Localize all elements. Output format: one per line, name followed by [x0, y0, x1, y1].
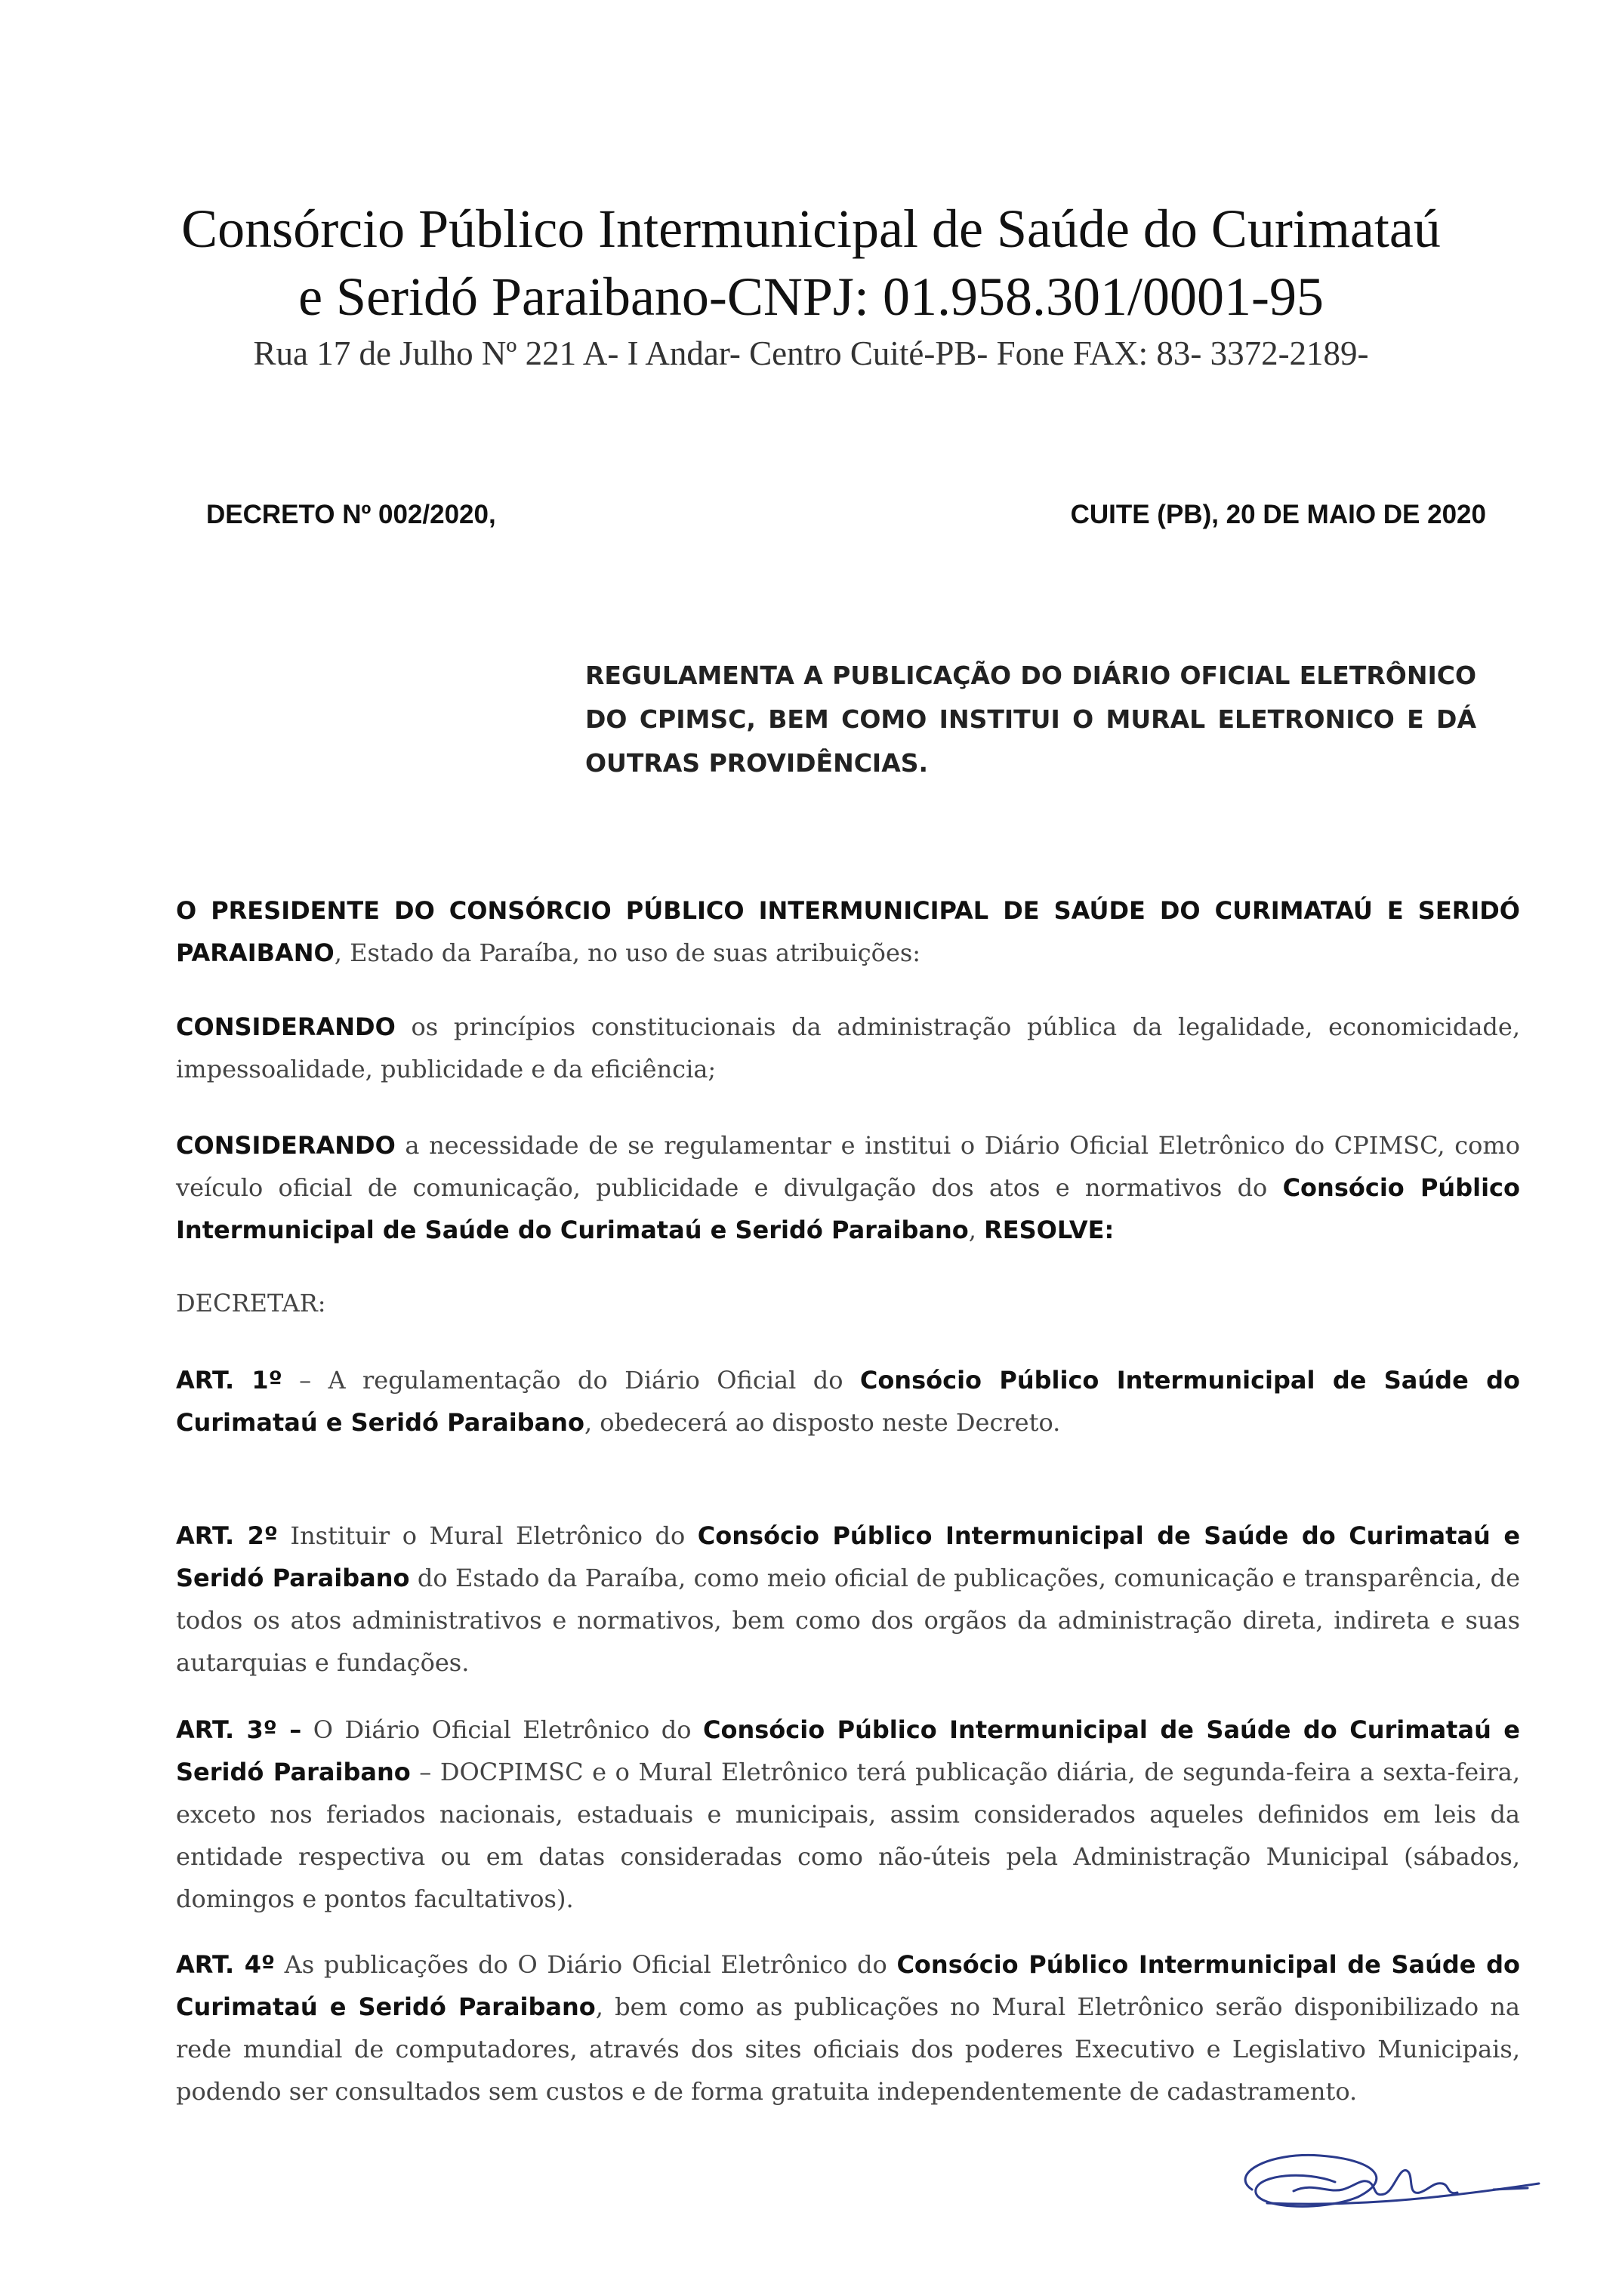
paragraph-president — [176, 889, 1520, 974]
signature-image — [1222, 2137, 1546, 2220]
article-4 — [176, 1943, 1520, 2113]
considerando-2-label: CONSIDERANDO — [176, 1131, 396, 1160]
article-2-entity: Consócio Público Intermunicipal de Saúde do Curimataú e Seridó Paraibano — [176, 1521, 1521, 1592]
decree-number: DECRETO Nº 002/2020, — [206, 500, 496, 529]
article-2-label: ART. 2º — [176, 1521, 278, 1550]
article-2-text: Instituir o Mural Eletrônico do — [277, 1521, 698, 1550]
article-4-text-2: , bem como as publicações no Mural Eletrônico serão disponibilizado na rede mundial de computadores, através dos sites oficiais dos poderes Executivo e Legislativo Municipais, podendo ser consultados sem custos e de forma gratuita independentemente de cadastramento. — [176, 1992, 1521, 2106]
article-3-text: O Diário Oficial Eletrônico do — [301, 1715, 703, 1744]
president-bold: O PRESIDENTE DO CONSÓRCIO PÚBLICO INTERMUNICIPAL DE SAÚDE DO CURIMATAÚ E SERIDÓ PARAIBANO — [176, 896, 1520, 967]
header-title-line2: e Seridó Paraibano-CNPJ: 01.958.301/0001-95 — [298, 267, 1324, 327]
considerando-2-sep: , — [968, 1216, 985, 1244]
signature-loop — [1245, 2155, 1377, 2206]
article-3 — [176, 1709, 1520, 1920]
article-2 — [176, 1515, 1520, 1684]
header-address: Rua 17 de Julho Nº 221 A- I Andar- Centro Cuité-PB- Fone FAX: 83- 3372-2189- — [253, 334, 1369, 372]
considerando-2-text: a necessidade de se regulamentar e institui o Diário Oficial Eletrônico do CPIMSC, como veículo oficial de comunicação, publicidade e divulgação dos atos e normativos do — [176, 1131, 1520, 1202]
paragraph-decretar: DECRETAR: — [176, 1289, 326, 1318]
article-1-entity: Consócio Público Intermunicipal de Saúde do Curimataú e Seridó Paraibano — [176, 1366, 1521, 1437]
article-1-text-2: , obedecerá ao disposto neste Decreto. — [584, 1408, 1061, 1437]
article-1-label: ART. 1º — [176, 1366, 282, 1395]
paragraph-considerando-2 — [176, 1124, 1520, 1251]
article-3-label: ART. 3º – — [176, 1715, 302, 1744]
article-3-text-2: – DOCPIMSC e o Mural Eletrônico terá publicação diária, de segunda-feira a sexta-feira, exceto nos feriados nacionais, estaduais e municipais, assim considerados aqueles definidos em leis da entidade respectiva ou em datas consideradas como não-úteis pela Administração Municipal (sábados, domingos e pontos facultativos). — [176, 1758, 1521, 1913]
header-title-line1: Consórcio Público Intermunicipal de Saúde do Curimataú — [181, 199, 1441, 259]
considerando-1-label: CONSIDERANDO — [176, 1012, 396, 1041]
decree-date: CUITE (PB), 20 DE MAIO DE 2020 — [1070, 500, 1486, 529]
paragraph-considerando-1 — [176, 1006, 1520, 1090]
considerando-2-resolve: RESOLVE: — [984, 1216, 1115, 1244]
article-1 — [176, 1359, 1520, 1444]
considerando-1-text: os princípios constitucionais da administração pública da legalidade, economicidade, impessoalidade, publicidade e da eficiência; — [176, 1012, 1520, 1083]
article-4-entity: Consócio Público Intermunicipal de Saúde do Curimataú e Seridó Paraibano — [176, 1950, 1520, 2021]
president-text: , Estado da Paraíba, no uso de suas atribuições: — [334, 938, 921, 967]
article-4-label: ART. 4º — [176, 1950, 276, 1979]
decree-ementa: REGULAMENTA A PUBLICAÇÃO DO DIÁRIO OFICIAL ELETRÔNICO DO CPIMSC, BEM COMO INSTITUI O MURAL ELETRONICO E DÁ OUTRAS PROVIDÊNCIAS. — [585, 661, 1476, 778]
article-3-entity: Consócio Público Intermunicipal de Saúde do Curimataú e Seridó Paraibano — [176, 1715, 1521, 1786]
considerando-2-entity: Consócio Público Intermunicipal de Saúde do Curimataú e Seridó Paraibano — [176, 1173, 1521, 1244]
article-1-text: – A regulamentação do Diário Oficial do — [282, 1366, 860, 1395]
article-2-text-2: do Estado da Paraíba, como meio oficial de publicações, comunicação e transparência, de todos os atos administrativos e normativos, bem como dos orgãos da administração direta, indireta e suas autarquias e fundações. — [176, 1564, 1521, 1677]
signature-dash — [1494, 2188, 1528, 2190]
article-4-text: As publicações do O Diário Oficial Eletrônico do — [275, 1950, 897, 1979]
